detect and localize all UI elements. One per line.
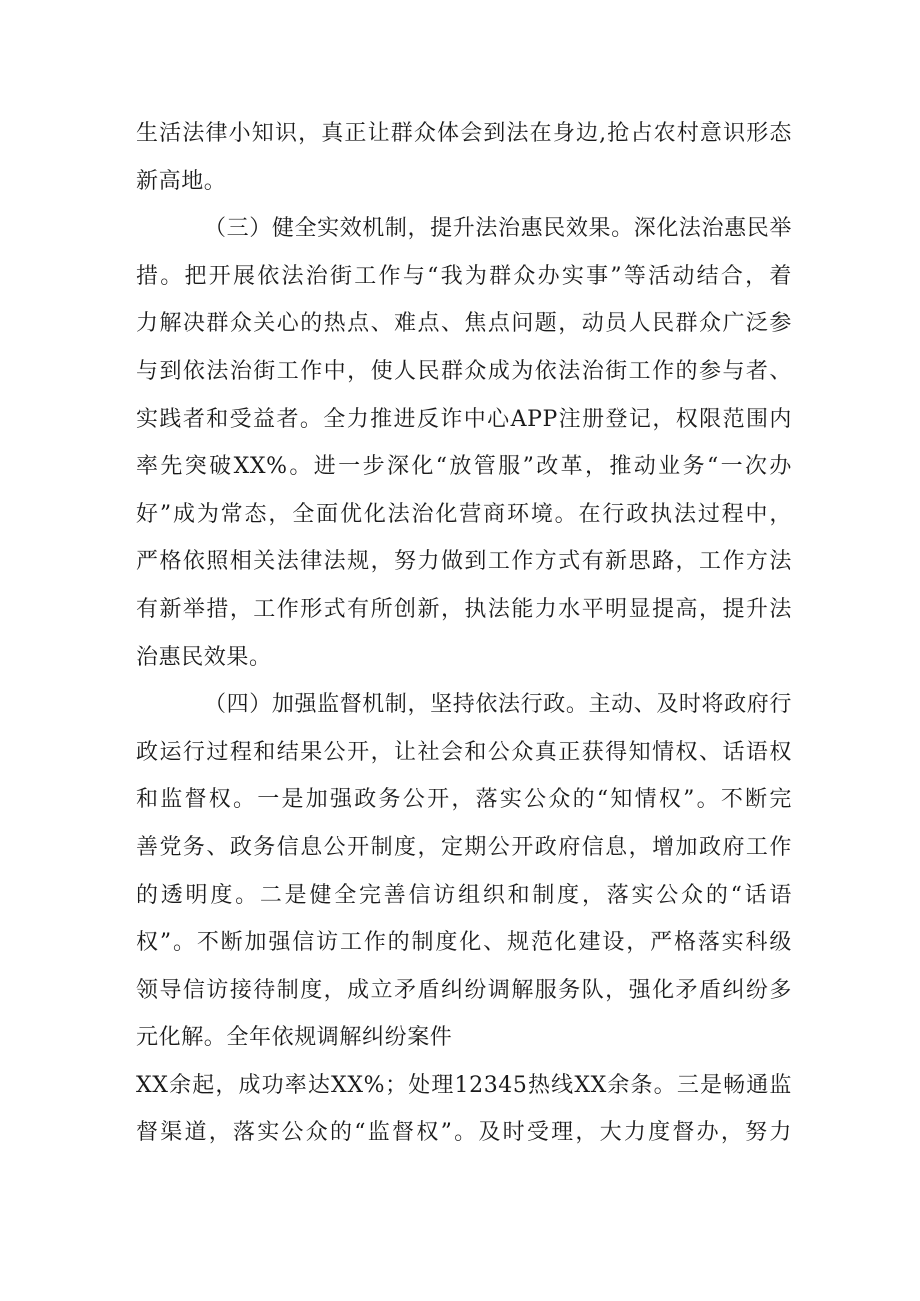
document-body <box>136 110 792 1157</box>
text-line: 的透明度。二是健全完善信访组织和制度，落实公众的“话语 <box>136 882 792 908</box>
text-line: 领导信访接待制度，成立矛盾纠纷调解服务队，强化矛盾纠纷多 <box>136 977 792 1003</box>
text-line: 新高地。 <box>136 168 227 194</box>
text-line: 好”成为常态，全面优化法治化营商环境。在行政执法过程中， <box>136 501 792 527</box>
text-line: 实践者和受益者。全力推进反诈中心APP注册登记，权限范围内 <box>136 406 792 432</box>
text-line: 权”。不断加强信访工作的制度化、规范化建设，严格落实科级 <box>136 930 792 956</box>
text-line: XX余起，成功率达XX%；处理12345热线XX余条。三是畅通监 <box>136 1072 792 1098</box>
text-line: 善党务、政务信息公开制度，定期公开政府信息，增加政府工作 <box>136 834 792 860</box>
text-line: 元化解。全年依规调解纠纷案件 <box>136 1025 453 1051</box>
text-line: 和监督权。一是加强政务公开，落实公众的“知情权”。不断完 <box>136 787 792 813</box>
paragraph-heading-line: （四）加强监督机制，坚持依法行政。主动、及时将政府行 <box>204 692 792 718</box>
text-line: 督渠道，落实公众的“监督权”。及时受理，大力度督办，努力 <box>136 1120 792 1146</box>
text-line: 措。把开展依法治街工作与“我为群众办实事”等活动结合，着 <box>136 263 792 289</box>
text-line: 生活法律小知识，真正让群众体会到法在身边,抢占农村意识形态 <box>136 121 792 146</box>
text-line: 治惠民效果。 <box>136 644 272 670</box>
text-line: 政运行过程和结果公开，让社会和公众真正获得知情权、话语权 <box>136 739 792 765</box>
text-line: 力解决群众关心的热点、难点、焦点问题，动员人民群众广泛参 <box>136 311 792 337</box>
text-line: 严格依照相关法律法规，努力做到工作方式有新思路，工作方法 <box>136 549 792 575</box>
paragraph-heading-line: （三）健全实效机制，提升法治惠民效果。深化法治惠民举 <box>204 216 792 242</box>
text-line: 与到依法治街工作中，使人民群众成为依法治街工作的参与者、 <box>136 358 792 384</box>
text-line: 有新举措，工作形式有所创新，执法能力水平明显提高，提升法 <box>136 596 792 622</box>
text-line: 率先突破XX%。进一步深化“放管服”改革，推动业务“一次办 <box>136 454 792 480</box>
